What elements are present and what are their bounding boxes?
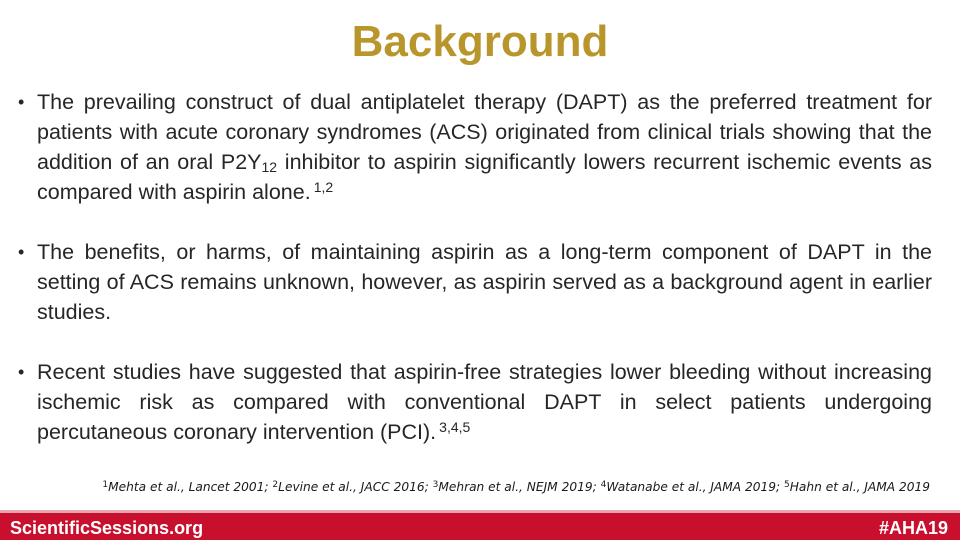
footer-bar	[0, 513, 960, 540]
reference-item	[784, 480, 930, 494]
reference-text: Watanabe et al., JAMA 2019;	[606, 480, 784, 494]
citation-superscript: 1,2	[313, 179, 334, 195]
reference-text: Hahn et al., JAMA 2019	[789, 480, 930, 494]
reference-item	[433, 480, 601, 494]
reference-text: Mehta et al., Lancet 2001;	[108, 480, 273, 494]
bullet-text: The benefits, or harms, of maintaining aspirin as a long-term component of DAPT in the setting of ACS remains unknown, however, as aspirin served as a background agent in earlier studies.	[37, 240, 932, 324]
bullet-text-continued: inhibitor to aspirin significantly lowers recurrent ischemic events as compared with aspirin alone.	[37, 150, 932, 204]
reference-number: 3	[432, 480, 439, 490]
reference-number: 1	[102, 480, 109, 490]
reference-number: 5	[784, 480, 790, 490]
reference-number: 4	[600, 480, 607, 490]
slide-title: Background	[351, 17, 609, 66]
reference-item	[272, 480, 432, 494]
citation-superscript: 3,4,5	[439, 419, 471, 435]
bullet-marker: •	[18, 242, 25, 262]
bullet-list	[18, 87, 932, 477]
bullet-item-dapt-construct	[18, 87, 932, 207]
references-line	[0, 479, 930, 495]
bullet-marker: •	[18, 92, 25, 112]
subscript: 12	[261, 159, 278, 175]
footer-hashtag-label: #AHA19	[878, 518, 948, 538]
reference-number: 2	[272, 480, 279, 490]
bullet-item-aspirin-free	[18, 357, 932, 447]
reference-item	[601, 480, 784, 494]
bullet-text: Recent studies have suggested that aspirin-free strategies lower bleeding without increasing ischemic risk as compared with conventional DAPT in select patients undergoing percutaneous coronary intervention (PCI).	[37, 360, 932, 444]
reference-text: Mehran et al., NEJM 2019;	[438, 480, 601, 494]
bullet-item-benefits-harms	[18, 237, 932, 327]
bullet-text: The prevailing construct of dual antiplatelet therapy (DAPT) as the preferred treatment for patients with acute coronary syndromes (ACS) originated from clinical trials showing that the addition of an oral P2Y	[37, 90, 932, 174]
footer-website-label: ScientificSessions.org	[10, 518, 204, 538]
bullet-marker: •	[18, 362, 25, 382]
reference-item	[102, 480, 272, 494]
reference-text: Levine et al., JACC 2016;	[278, 480, 433, 494]
